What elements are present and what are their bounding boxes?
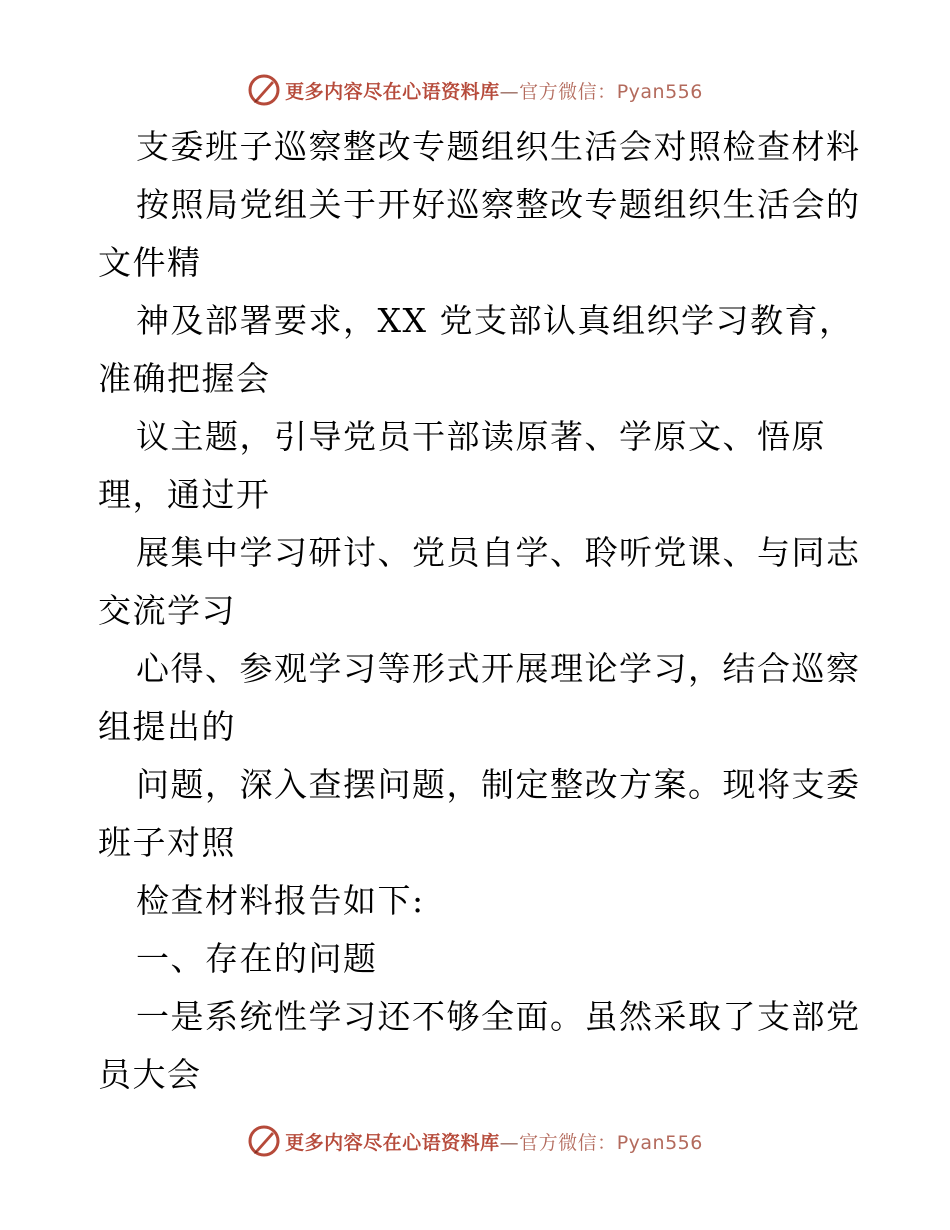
paragraph-line: 交流学习 (98, 591, 236, 630)
paragraph-line: 问题，深入查摆问题，制定整改方案。现将支委 (136, 765, 861, 804)
paragraph-line: 理，通过开 (98, 475, 271, 514)
watermark-brand: 更多内容尽在心语资料库 (285, 1131, 500, 1154)
section-heading: 一、存在的问题 (136, 939, 378, 978)
footer-watermark-banner (0, 1121, 950, 1161)
watermark-brand: 更多内容尽在心语资料库 (285, 80, 500, 103)
watermark-wechat-label: 官方微信： (519, 80, 617, 103)
paragraph-line: 议主题，引导党员干部读原著、学原文、悟原 (136, 417, 826, 456)
paragraph-line: 班子对照 (98, 823, 236, 862)
watermark-wechat-id: Pyan556 (616, 1131, 703, 1154)
watermark-text (285, 77, 703, 104)
paragraph-line: 展集中学习研讨、党员自学、聆听党课、与同志 (136, 533, 861, 572)
quill-pen-logo-icon (247, 1124, 281, 1158)
paragraph-line: 检查材料报告如下: (136, 881, 425, 920)
header-watermark-banner (0, 70, 950, 110)
paragraph-line: 准确把握会 (98, 359, 271, 398)
paragraph-line: 组提出的 (98, 707, 236, 746)
paragraph-line: 员大会 (98, 1055, 202, 1094)
watermark-text (285, 1128, 703, 1155)
document-title: 支委班子巡察整改专题组织生活会对照检查材料 (136, 127, 861, 166)
paragraph-line: 文件精 (98, 243, 202, 282)
paragraph-line: 神及部署要求，XX 党支部认真组织学习教育， (136, 301, 854, 340)
watermark-separator: — (499, 1131, 520, 1154)
document-body (98, 118, 861, 1104)
paragraph-line: 一是系统性学习还不够全面。虽然采取了支部党 (136, 997, 861, 1036)
watermark-wechat-id: Pyan556 (616, 80, 703, 103)
paragraph-line: 按照局党组关于开好巡察整改专题组织生活会的 (136, 185, 861, 224)
watermark-wechat-label: 官方微信： (519, 1131, 617, 1154)
paragraph-line: 心得、参观学习等形式开展理论学习，结合巡察 (136, 649, 861, 688)
quill-pen-logo-icon (247, 73, 281, 107)
watermark-separator: — (499, 80, 520, 103)
